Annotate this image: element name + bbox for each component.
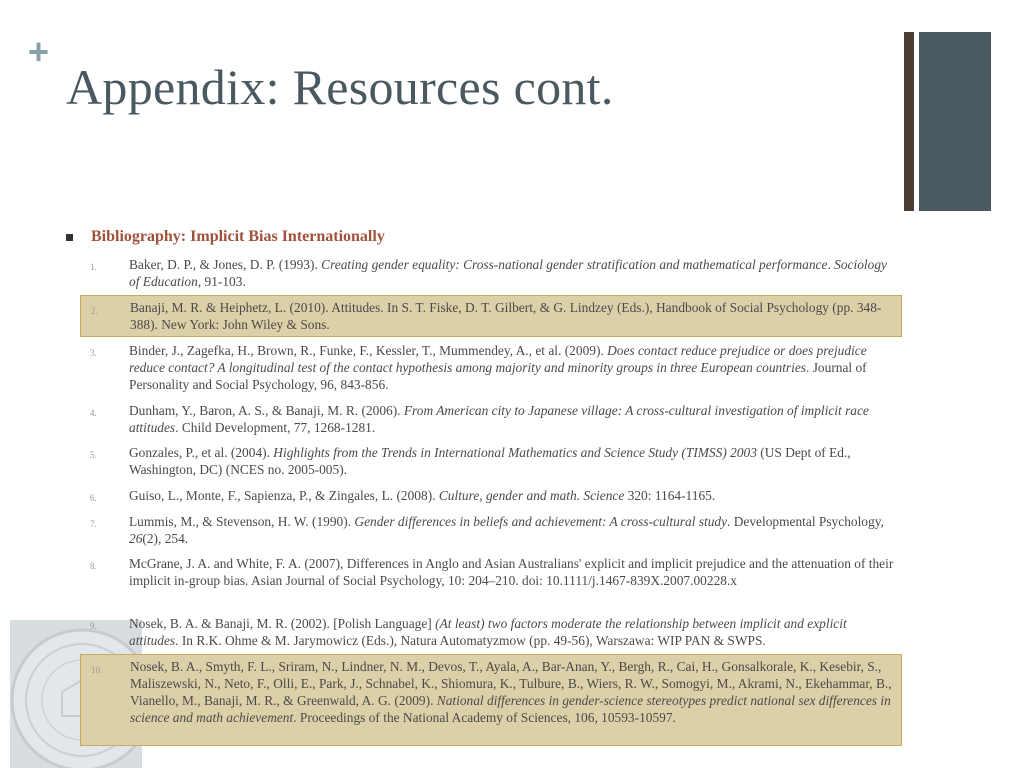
reference-text <box>129 487 902 504</box>
decorative-bar-thick <box>919 32 991 211</box>
reference-italic-segment: Highlights from the Trends in International Mathematics and Science Study (TIMSS) 2003 <box>273 445 757 460</box>
reference-number: 7. <box>90 519 97 529</box>
reference-italic-segment: (At least) two factors moderate the relationship between implicit and explicit attitudes <box>129 616 847 648</box>
reference-segment: , 91-103. <box>197 274 246 289</box>
bibliography-heading: Bibliography: Implicit Bias Internationally <box>91 228 385 245</box>
reference-italic-segment: National differences in gender-science stereotypes predict national sex differences in science and math achievement <box>130 693 891 725</box>
reference-text <box>130 299 901 333</box>
reference-segment: Banaji, M. R. & Heiphetz, L. (2010). Attitudes. In S. T. Fiske, D. T. Gilbert, & G. Lindzey (Eds.), Handbook of Social Psychology (pp. 348-388). New York: John Wiley & Sons. <box>130 300 882 332</box>
reference-segment: Lummis, M., & Stevenson, H. W. (1990). <box>129 514 355 529</box>
reference-segment: . Developmental Psychology, <box>727 514 884 529</box>
slide-title: Appendix: Resources cont. <box>66 59 614 115</box>
reference-item <box>80 256 902 290</box>
reference-item <box>80 342 902 393</box>
reference-italic-segment: Creating gender equality: Cross-national gender stratification and mathematical performance <box>321 257 828 272</box>
decorative-bar-thin <box>904 32 914 211</box>
reference-item <box>80 615 902 649</box>
reference-segment: . Journal of Personality and Social Psychology, 96, 843-856. <box>129 360 867 392</box>
reference-number: 2. <box>91 306 98 316</box>
reference-text <box>129 615 902 649</box>
reference-segment: Nosek, B. A., Smyth, F. L., Sriram, N., Lindner, N. M., Devos, T., Ayala, A., Bar-Anan, Y., Bergh, R., Cai, H., Gonsalkorale, K., Kesebir, S., Maliszewski, N., Neto, F., Olli, E., Park, J., Schnabel, K., Shiomura, K., Tulbure, B., Wiers, R. W., Somogyi, M., Akrami, N., Ekehammar, B., Vianello, M., Banaji, M. R., & Greenwald, A. G. (2009). <box>130 659 892 708</box>
reference-italic-segment: Sociology of Education <box>129 257 887 289</box>
reference-italic-segment: From American city to Japanese village: A cross-cultural investigation of implicit race attitudes <box>129 403 869 435</box>
plus-icon: + <box>28 31 50 72</box>
reference-number: 1. <box>90 262 97 272</box>
reference-number: 6. <box>90 493 97 503</box>
reference-number: 10. <box>91 665 103 675</box>
reference-item-highlighted <box>80 295 902 337</box>
reference-text <box>129 513 902 547</box>
reference-number: 4. <box>90 408 97 418</box>
reference-segment: Binder, J., Zagefka, H., Brown, R., Funke, F., Kessler, T., Mummendey, A., et al. (2009). <box>129 343 608 358</box>
reference-text <box>129 256 902 290</box>
reference-segment: Nosek, B. A. & Banaji, M. R. (2002). [Polish Language] <box>129 616 436 631</box>
reference-item <box>80 555 902 589</box>
reference-segment: . In R.K. Ohme & M. Jarymowicz (Eds.), Natura Automatyzmow (pp. 49-56), Warszawa: WIP PAN & SWPS. <box>175 633 766 648</box>
bibliography-heading-row <box>66 228 385 246</box>
reference-text <box>130 658 901 726</box>
reference-segment: Gonzales, P., et al. (2004). <box>129 445 274 460</box>
reference-text <box>129 342 902 393</box>
reference-italic-segment: Does contact reduce prejudice or does prejudice reduce contact? A longitudinal test of the contact hypothesis among majority and minority groups in three European countries <box>129 343 867 375</box>
reference-segment: (US Dept of Ed., Washington, DC) (NCES no. 2005-005). <box>129 445 851 477</box>
reference-number: 5. <box>90 450 97 460</box>
reference-segment: McGrane, J. A. and White, F. A. (2007), Differences in Anglo and Asian Australians' explicit and implicit prejudice and the attenuation of their implicit in-group bias. Asian Journal of Social Psychology, 10: 204–210. doi: 10.1111/j.1467-839X.2007.00228.x <box>129 556 894 588</box>
reference-text <box>129 444 902 478</box>
reference-item <box>80 487 902 504</box>
reference-segment: (2), 254. <box>142 531 189 546</box>
reference-segment: 320: 1164-1165. <box>624 488 716 503</box>
reference-number: 9. <box>90 621 97 631</box>
reference-number: 3. <box>90 348 97 358</box>
reference-italic-segment: 26 <box>129 531 143 546</box>
reference-segment: . <box>827 257 835 272</box>
reference-text <box>129 402 902 436</box>
reference-italic-segment: Culture, gender and math. Science <box>438 488 625 503</box>
reference-item-highlighted <box>80 654 902 746</box>
reference-segment: . Proceedings of the National Academy of Sciences, 106, 10593-10597. <box>293 710 676 725</box>
reference-text <box>129 555 902 589</box>
reference-segment: Baker, D. P., & Jones, D. P. (1993). <box>129 257 322 272</box>
reference-segment: Guiso, L., Monte, F., Sapienza, P., & Zingales, L. (2008). <box>129 488 439 503</box>
reference-italic-segment: Gender differences in beliefs and achievement: A cross-cultural study <box>354 514 728 529</box>
bullet-square-icon <box>66 234 73 241</box>
reference-item <box>80 444 902 478</box>
reference-item <box>80 513 902 547</box>
reference-segment: Dunham, Y., Baron, A. S., & Banaji, M. R. (2006). <box>129 403 404 418</box>
reference-segment: . Child Development, 77, 1268-1281. <box>175 420 376 435</box>
reference-item <box>80 402 902 436</box>
reference-number: 8. <box>90 561 97 571</box>
